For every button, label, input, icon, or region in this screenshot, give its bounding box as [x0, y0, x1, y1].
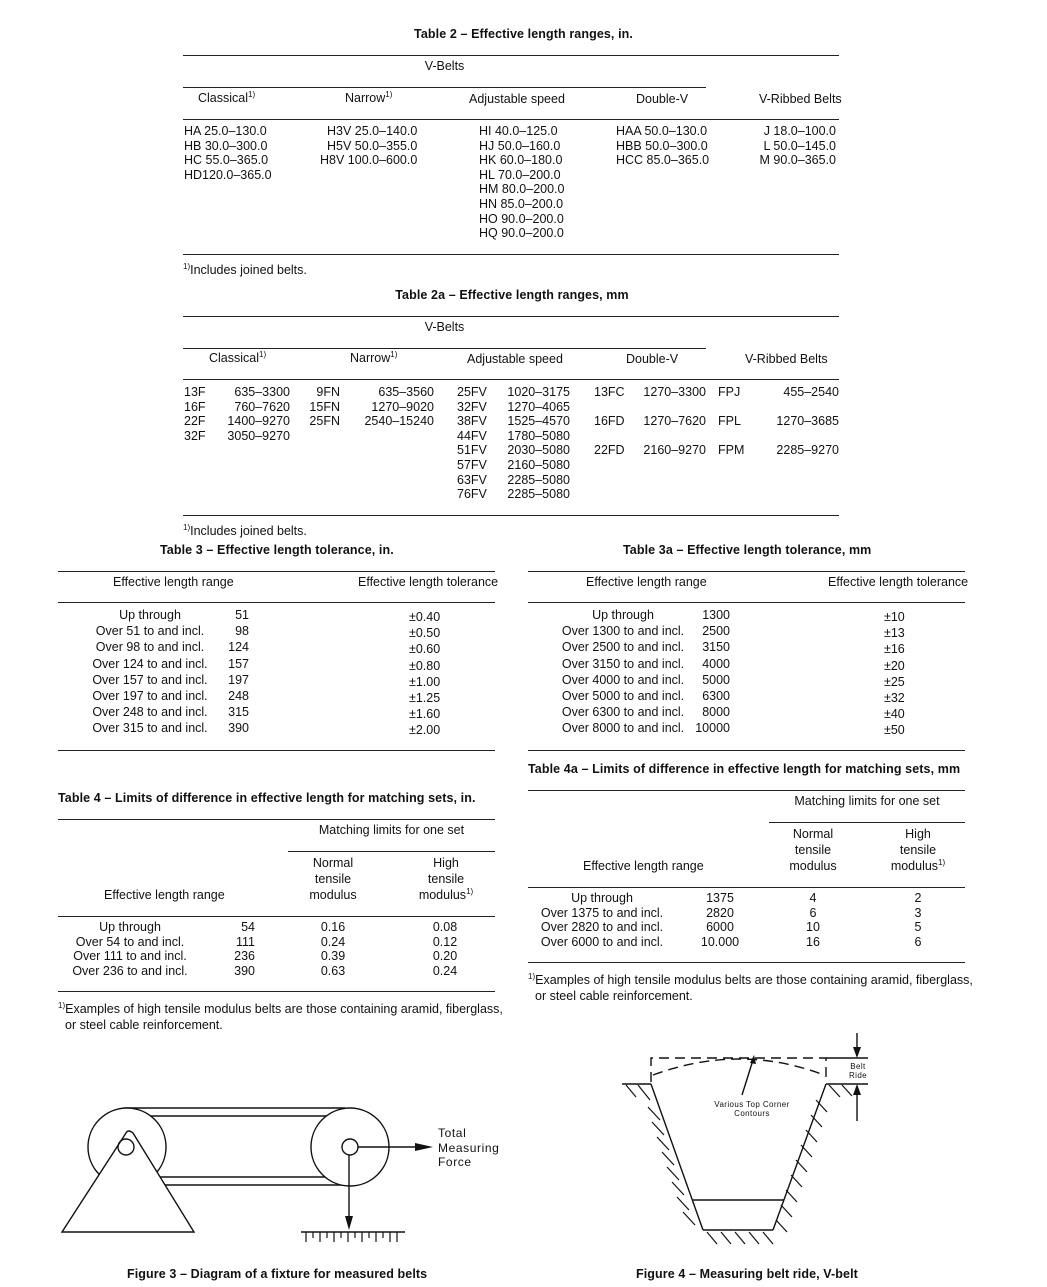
- group-header-matching: Matching limits for one set: [318, 823, 465, 837]
- table-top-rule: [58, 571, 495, 572]
- table-4a-title: Table 4a – Limits of difference in effective length for matching sets, mm: [528, 762, 961, 776]
- header-rule: [183, 379, 839, 380]
- header-classical: Classical$^{1)}$: [198, 90, 256, 105]
- table-bottom-rule: [183, 515, 839, 516]
- header-high-tensile: High tensile modulus$^{1)}$: [418, 856, 474, 903]
- column-adjustable-ranges: 1020–3175 1270–4065 1525–4570 1780–5080 2030–5080 2160–5080 2285–5080 2285–5080: [507, 385, 570, 502]
- contour-label: Various Top Corner Contours: [714, 1100, 790, 1118]
- header-range: Effective length range: [583, 859, 704, 873]
- footnote: $^{1)}$Examples of high tensile modulus belts are those containing aramid, fiberglass,: [528, 972, 973, 987]
- table-top-rule: [183, 55, 839, 56]
- ribbed-range: 2285–9270: [776, 443, 839, 457]
- column-normal: 0.16 0.24 0.39 0.63: [320, 920, 346, 978]
- column-adjustable-codes: 25FV 32FV 38FV 44FV 51FV 57FV 63FV 76FV: [457, 385, 487, 502]
- header-normal-tensile: Normal tensile modulus: [309, 856, 357, 903]
- header-rule: [58, 602, 495, 603]
- doublev-code: 13FC: [594, 385, 625, 399]
- column-classical-ranges: 635–3300 760–7620 1400–9270 3050–9270: [227, 385, 290, 443]
- ribbed-range: 455–2540: [783, 385, 839, 399]
- header-range: Effective length range: [113, 575, 234, 589]
- column-narrow: H3V 25.0–140.0 H5V 50.0–355.0 H8V 100.0–600.0: [320, 124, 418, 168]
- doublev-code: 16FD: [594, 414, 625, 428]
- table-3a-title: Table 3a – Effective length tolerance, mm: [623, 543, 872, 557]
- ribbed-code: FPM: [718, 443, 745, 457]
- ribbed-code: FPJ: [718, 385, 741, 399]
- header-normal-tensile: Normal tensile modulus: [789, 827, 837, 874]
- table-top-rule: [183, 316, 839, 317]
- column-adjustable: HI 40.0–125.0 HJ 50.0–160.0 HK 60.0–180.0 HL 70.0–200.0 HM 80.0–200.0 HN 85.0–200.0 HO 90.0–200.0 HQ 90.0–200.0: [479, 124, 565, 241]
- header-v-ribbed: V-Ribbed Belts: [745, 352, 828, 366]
- ground-hatch-icon: [306, 1232, 397, 1242]
- column-range-labels: Up through Over 51 to and incl. Over 98 to and incl. Over 124 to and incl. Over 157 to and incl. Over 197 to and incl. Over 248 to and incl. Over 315 to and incl.: [92, 608, 208, 736]
- column-range-values: 51 98 124 157 197 248 315 390: [228, 608, 249, 736]
- doublev-range: 2160–9270: [643, 443, 706, 457]
- header-rule: [58, 916, 495, 917]
- column-range-values: 1300 2500 3150 4000 5000 6300 8000 10000: [695, 608, 730, 736]
- table-top-rule: [528, 571, 965, 572]
- header-range: Effective length range: [104, 888, 225, 902]
- header-adjustable-speed: Adjustable speed: [467, 352, 563, 366]
- ribbed-range: 1270–3685: [776, 414, 839, 428]
- footnote: $^{1)}$Includes joined belts.: [183, 523, 307, 538]
- force-label: Total Measuring Force: [438, 1126, 500, 1170]
- header-v-ribbed: V-Ribbed Belts: [759, 92, 842, 106]
- doublev-code: 22FD: [594, 443, 625, 457]
- header-narrow: Narrow$^{1)}$: [345, 90, 393, 105]
- table-top-rule: [528, 790, 965, 791]
- table-bottom-rule: [58, 991, 495, 992]
- group-rule: [288, 851, 495, 852]
- belt-ride-label: Belt Ride: [848, 1062, 868, 1080]
- table-3-title: Table 3 – Effective length tolerance, in.: [160, 543, 394, 557]
- column-tolerances: ±10 ±13 ±16 ±20 ±25 ±32 ±40 ±50: [884, 610, 905, 738]
- table-bottom-rule: [528, 750, 965, 751]
- header-tolerance: Effective length tolerance: [358, 575, 499, 589]
- table-top-rule: [58, 819, 495, 820]
- footnote-continued: or steel cable reinforcement.: [535, 989, 693, 1003]
- header-rule: [528, 602, 965, 603]
- group-rule: [183, 87, 706, 88]
- column-range-labels: Up through Over 54 to and incl. Over 111 to and incl. Over 236 to and incl.: [72, 920, 188, 978]
- header-double-v: Double-V: [636, 92, 689, 106]
- doublev-range: 1270–3300: [643, 385, 706, 399]
- header-rule: [528, 887, 965, 888]
- column-v-ribbed: J 18.0–100.0 L 50.0–145.0 M 90.0–365.0: [759, 124, 836, 168]
- table-bottom-rule: [528, 962, 965, 963]
- table-2a-title: Table 2a – Effective length ranges, mm: [395, 288, 629, 302]
- table-4-title: Table 4 – Limits of difference in effective length for matching sets, in.: [58, 791, 476, 805]
- header-classical: Classical$^{1)}$: [209, 350, 267, 365]
- group-header-matching: Matching limits for one set: [794, 794, 940, 808]
- column-tolerances: ±0.40 ±0.50 ±0.60 ±0.80 ±1.00 ±1.25 ±1.60 ±2.00: [409, 610, 441, 738]
- belt-fixture-diagram: [55, 1090, 525, 1260]
- figure-4-caption: Figure 4 – Measuring belt ride, V-belt: [636, 1267, 858, 1281]
- column-narrow-codes: 9FN 15FN 25FN: [309, 385, 340, 429]
- column-narrow-ranges: 635–3560 1270–9020 2540–15240: [364, 385, 434, 429]
- header-adjustable-speed: Adjustable speed: [469, 92, 565, 106]
- column-range-values: 1375 2820 6000 10.000: [700, 891, 740, 949]
- header-rule: [183, 119, 839, 120]
- header-double-v: Double-V: [626, 352, 679, 366]
- doublev-range: 1270–7620: [643, 414, 706, 428]
- column-normal: 4 6 10 16: [806, 891, 820, 949]
- table-2-title: Table 2 – Effective length ranges, in.: [414, 27, 633, 41]
- footnote: $^{1)}$Includes joined belts.: [183, 262, 307, 277]
- column-range-labels: Up through Over 1375 to and incl. Over 2820 to and incl. Over 6000 to and incl.: [540, 891, 664, 949]
- group-header-vbelts: V-Belts: [424, 59, 465, 73]
- group-header-vbelts: V-Belts: [424, 320, 465, 334]
- group-rule: [183, 348, 706, 349]
- column-range-labels: Up through Over 1300 to and incl. Over 2500 to and incl. Over 3150 to and incl. Over 4000 to and incl. Over 5000 to and incl. Over 6300 to and incl. Over 8000 to and incl.: [561, 608, 685, 736]
- footnote: $^{1)}$Examples of high tensile modulus belts are those containing aramid, fiberglass,: [58, 1001, 503, 1016]
- column-classical: HA 25.0–130.0 HB 30.0–300.0 HC 55.0–365.0 HD120.0–365.0: [184, 124, 272, 182]
- ribbed-code: FPL: [718, 414, 741, 428]
- column-range-values: 54 111 236 390: [234, 920, 255, 978]
- header-tolerance: Effective length tolerance: [828, 575, 969, 589]
- header-narrow: Narrow$^{1)}$: [350, 350, 398, 365]
- figure-3-caption: Figure 3 – Diagram of a fixture for measured belts: [127, 1267, 428, 1281]
- table-bottom-rule: [58, 750, 495, 751]
- belt-ride-diagram: [600, 1025, 900, 1265]
- footnote-continued: or steel cable reinforcement.: [65, 1018, 223, 1032]
- column-classical-codes: 13F 16F 22F 32F: [184, 385, 206, 443]
- header-range: Effective length range: [586, 575, 707, 589]
- column-double-v: HAA 50.0–130.0 HBB 50.0–300.0 HCC 85.0–365.0: [616, 124, 710, 168]
- header-high-tensile: High tensile modulus$^{1)}$: [890, 827, 946, 874]
- group-rule: [769, 822, 965, 823]
- column-high: 2 3 5 6: [914, 891, 922, 949]
- table-bottom-rule: [183, 254, 839, 255]
- column-high: 0.08 0.12 0.20 0.24: [432, 920, 458, 978]
